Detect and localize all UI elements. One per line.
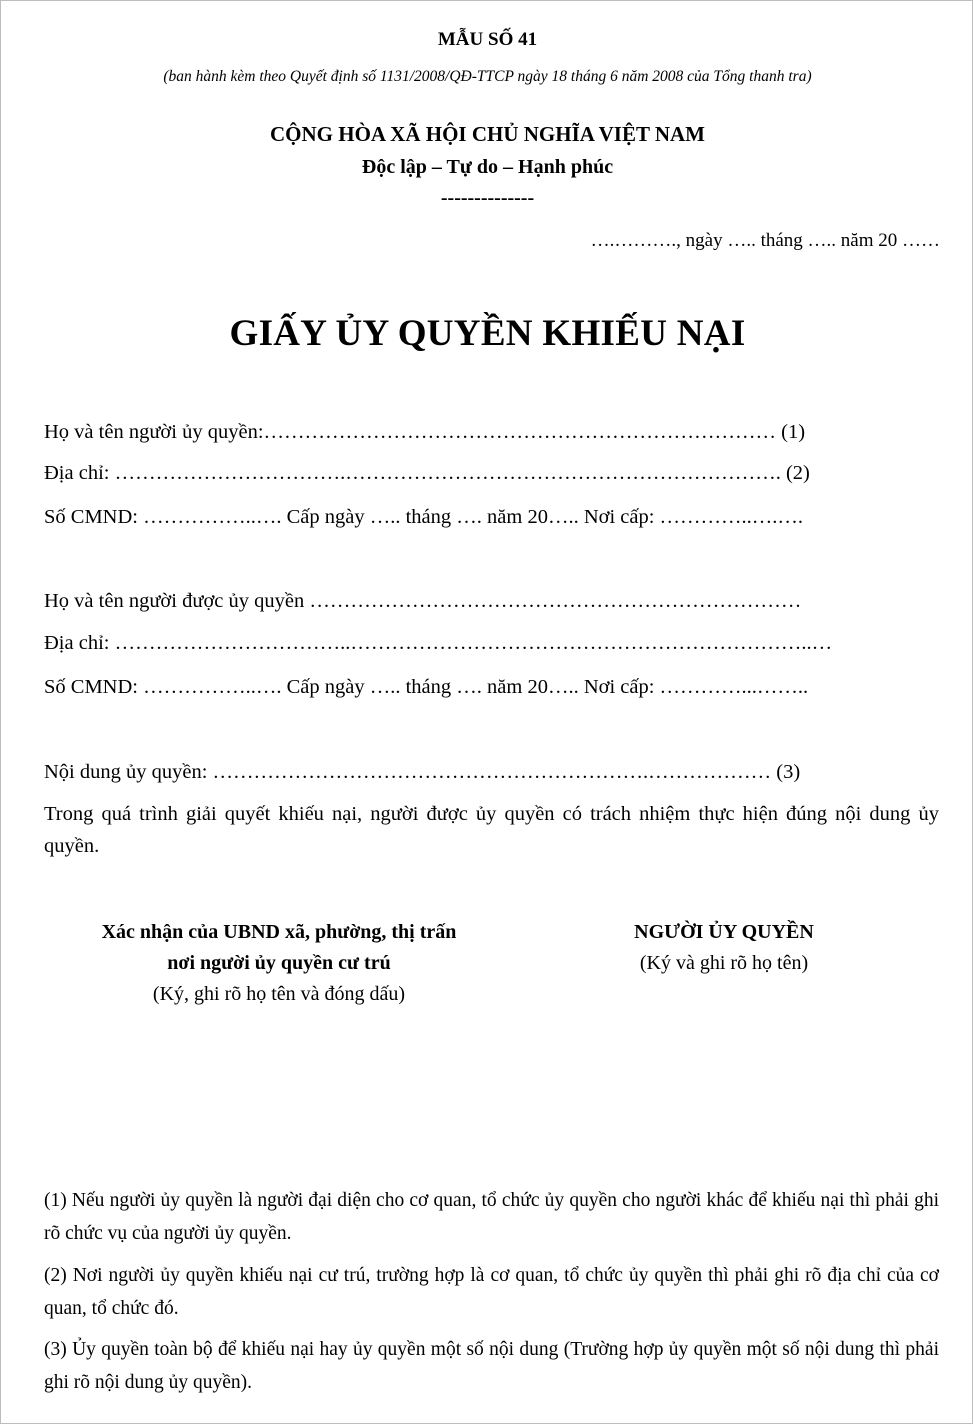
national-motto: Độc lập – Tự do – Hạnh phúc xyxy=(361,156,614,178)
grantee-name-line: Họ và tên người được ủy quyền ……………………………………………………………… xyxy=(44,590,802,612)
grantor-signature-block xyxy=(574,917,874,979)
responsibility-paragraph: Trong quá trình giải quyết khiếu nại, người được ủy quyền có trách nhiệm thực hiện đúng nội dung ủy quyền. xyxy=(44,803,939,857)
local-authority-signature-block xyxy=(44,917,514,1010)
local-authority-signature-note: (Ký, ghi rõ họ tên và đóng dấu) xyxy=(152,983,406,1005)
issued-by-note: (ban hành kèm theo Quyết định số 1131/2008/QĐ-TTCP ngày 18 tháng 6 năm 2008 của Tổng thanh tra) xyxy=(163,68,812,85)
footnote-2: (2) Nơi người ủy quyền khiếu nại cư trú, trường hợp là cơ quan, tổ chức ủy quyền thì phải ghi rõ địa chỉ của cơ quan, tổ chức đó. xyxy=(44,1265,939,1319)
form-number: MẪU SỐ 41 xyxy=(437,29,538,50)
nation-heading: CỘNG HÒA XÃ HỘI CHỦ NGHĨA VIỆT NAM xyxy=(269,122,706,146)
grantee-id-line: Số CMND: ……………..…. Cấp ngày ….. tháng …. năm 20….. Nơi cấp: …………...…….. xyxy=(44,676,809,698)
local-authority-title-2: nơi người ủy quyền cư trú xyxy=(167,952,391,974)
grantor-signature-note: (Ký và ghi rõ họ tên) xyxy=(639,952,809,974)
footnote-1: (1) Nếu người ủy quyền là người đại diện cho cơ quan, tổ chức ủy quyền cho người khác để khiếu nại thì phải ghi rõ chức vụ của người ủy quyền. xyxy=(44,1190,939,1244)
date-line: ….………., ngày ….. tháng ….. năm 20 …… xyxy=(590,230,940,251)
grantor-name-line: Họ và tên người ủy quyền:………………………………………………………………… (1) xyxy=(44,421,806,443)
authorization-content-line: Nội dung ủy quyền: ……………………………………………………….……………… (3) xyxy=(44,761,801,783)
grantee-address-line: Địa chỉ: ……………………………..…………………………………………………………..… xyxy=(44,632,833,654)
local-authority-title-1: Xác nhận của UBND xã, phường, thị trấn xyxy=(101,921,457,943)
footnote-3: (3) Ủy quyền toàn bộ để khiếu nại hay ủy quyền một số nội dung (Trường hợp ủy quyền một số nội dung thì phải ghi rõ nội dung ủy quyền). xyxy=(44,1339,939,1393)
grantor-signature-title: NGƯỜI ỦY QUYỀN xyxy=(634,921,814,943)
grantor-id-line: Số CMND: ……………..…. Cấp ngày ….. tháng …. năm 20….. Nơi cấp: …………..….…. xyxy=(44,506,804,528)
grantor-address-line: Địa chỉ: …………………………….………………………………………………………. (2) xyxy=(44,462,810,484)
heading-divider: -------------- xyxy=(440,187,535,209)
document-title: GIẤY ỦY QUYỀN KHIẾU NẠI xyxy=(229,313,746,354)
